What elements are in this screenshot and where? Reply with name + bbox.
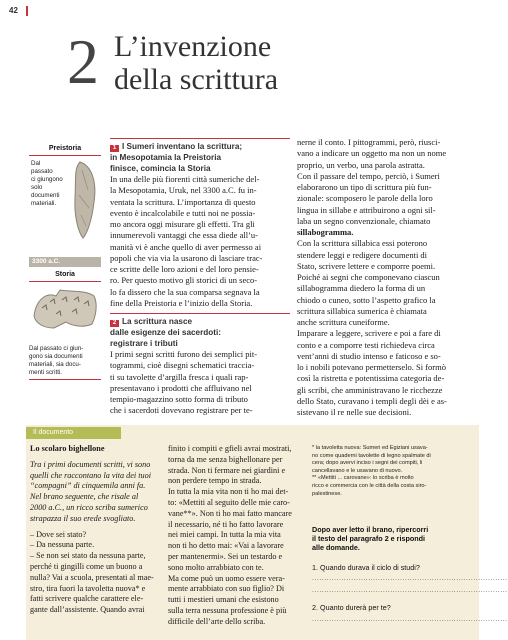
text-line: evento è incalcolabile e tutti noi ne possia- — [110, 207, 256, 218]
chapter-title-line: L’invenzione — [114, 30, 272, 63]
heading-line: finisce, comincia la Storia — [110, 164, 211, 173]
text-line: In tutta la mia vita non ti ho mai det- — [168, 487, 289, 497]
text-line: dello Stato, curavano i templi degli dèi e as- — [297, 395, 447, 406]
text-line: strada. Non ti fermare nei giardini e — [168, 465, 286, 475]
section-1-heading — [110, 141, 290, 174]
footnote-line: cancellavano e le usavano di nuovo. — [312, 467, 403, 474]
heading-text: La scrittura nasce — [122, 317, 193, 326]
text-line: gante dall’assistente. Quando avrai — [30, 605, 145, 615]
sidebar-line: solo — [31, 184, 43, 191]
heading-line: dalle esigenze dei sacerdoti: — [110, 328, 222, 337]
text-line: la Mesopotamia, Uruk, nel 3300 a.C. fu in- — [110, 185, 257, 196]
text-line: chiodo o cuneo, sotto l’aspetto grafico la — [297, 294, 436, 305]
instruction-line: il testo del paragrafo 2 e rispondi — [312, 534, 426, 543]
text-line: quelli che raccontano la vita dei tuoi — [30, 470, 151, 480]
text-line: elaborarono un tipo di scrittura più fun- — [297, 182, 432, 192]
text-line: nei miei campi. In tutta la mia vita — [168, 530, 281, 540]
heading-line — [110, 316, 290, 327]
sidebar-rule — [29, 379, 101, 380]
document-tab — [26, 427, 121, 439]
text-line: I primi segni scritti furono dei semplici pit- — [110, 349, 258, 359]
sidebar-heading-storia: Storia — [55, 271, 75, 278]
instruction-line: Dopo aver letto il brano, ripercorri — [312, 525, 429, 534]
instruction-line: alle domande. — [312, 543, 360, 552]
text-line: finito i compiti e gfieli avrai mostrati, — [168, 444, 292, 453]
text-line: il necessario, né ti ho fatto lavorare — [168, 519, 284, 529]
heading-line: in Mesopotamia la Preistoria — [110, 153, 222, 162]
text-line: popoli che via via la usarono di lasciare trac- — [110, 252, 263, 263]
text-line: mente arrabbiato con suo figlio? Di — [168, 584, 285, 594]
section-marker: 1 — [110, 145, 119, 152]
text-line: sillabogramma diedero la forma di un — [297, 283, 426, 294]
stone-tool-illustration — [70, 160, 100, 240]
text-line: Imparare a leggere, scrivere e poi a fare di — [297, 328, 441, 339]
chapter-title-line: della scrittura — [114, 63, 279, 96]
text-line: “compagni” di cinquemila anni fa. — [30, 481, 146, 491]
document-intro — [30, 460, 160, 525]
text-line: Tra i primi documenti scritti, vi sono — [30, 459, 151, 469]
text-line: nerne il conto. I pittogrammi, però, riusci- — [297, 137, 441, 147]
sidebar-line: Dal — [31, 160, 41, 167]
section-2-heading — [110, 316, 290, 349]
text-line: laba un segno convenzionale, chiamato — [297, 215, 431, 226]
text-line: tutti i mestieri umani che esistono — [168, 595, 279, 605]
text-line: tempio-magazzino sotto forma di tributo — [110, 394, 248, 404]
text-line: In una delle più fiorenti città sumeriche del- — [110, 174, 260, 184]
section-rule — [110, 313, 290, 314]
text-line: ce scritte delle loro azioni e del loro pensie- — [110, 264, 259, 274]
text-line: 2000 a.C., un ricco scriba sumerico — [30, 502, 148, 512]
text-line: stendere leggi e redigere documenti di — [297, 249, 428, 260]
text-line: perché ti gingilli come un buono a — [30, 561, 143, 571]
text-line: anche scrittura cuneiforme. — [297, 317, 390, 327]
text-line: – Dove sei stato? — [30, 529, 87, 539]
footnote-line: ** «Mettiti ... carovane»: lo scriba è molto — [312, 475, 414, 482]
document-column-2 — [168, 444, 304, 628]
sidebar-line: Dal passato ci giun- — [29, 345, 84, 352]
text-line: proprio, un verbo, una parola astratta. — [297, 159, 425, 170]
text-line: scrittura sillabica sumerica è chiamata — [297, 305, 427, 316]
text-line: non ti ho detto mai: «Vai a lavorare — [168, 541, 284, 551]
section-rule — [110, 138, 290, 139]
text-line: vent’anni di studio intenso e faticoso e so- — [297, 350, 441, 361]
heading-line — [110, 141, 290, 152]
sidebar-line: ci giungono — [31, 176, 63, 183]
section-2-body — [110, 349, 290, 417]
sidebar-rule — [29, 155, 101, 156]
timeline-bar — [29, 257, 101, 267]
text-line: sono molto arrabbiato con te. — [168, 562, 264, 572]
text-line: innumerevoli vantaggi che essa diede all’u- — [110, 230, 258, 241]
text-line: Con il passare del tempo, perciò, i Sumeri — [297, 170, 440, 181]
text-line: ventata la scrittura. L’importanza di questo — [110, 196, 256, 207]
answer-line-1b[interactable]: ................................................................................ — [312, 587, 508, 594]
answer-line-2[interactable]: ................................................................................ — [312, 616, 508, 623]
text-line: – Se non sei stato da nessuna parte, — [30, 551, 146, 561]
text-line: per mantenermi». Sei un testardo e — [168, 551, 283, 561]
text-line: stro, tira fuori la tavoletta nuova* e — [30, 583, 146, 593]
cuneiform-fragment-illustration — [32, 286, 100, 330]
heading-text: I Sumeri inventano la scrittura; — [122, 142, 243, 151]
text-line: Ma come può un uomo essere vera- — [168, 573, 285, 583]
sidebar-history-text — [29, 345, 103, 377]
text-line: ro. Per questo motivo gli storici di un seco- — [110, 275, 258, 286]
text-line: fine della Preistoria e l’inizio della Storia. — [110, 297, 253, 308]
text-line: mo ancora oggi misurare gli effetti. Tra gli — [110, 219, 255, 229]
text-line: – Da nessuna parte. — [30, 540, 95, 550]
text-line: sulla terra nessuna professione è più — [168, 605, 287, 615]
chapter-number: 2 — [67, 26, 99, 97]
sidebar-line: documenti — [31, 192, 60, 199]
text-line: così la ristretta e potentissima categoria de- — [297, 373, 445, 384]
section-1 — [110, 138, 290, 417]
sidebar-rule — [29, 281, 101, 282]
text-line: Con la scrittura sillabica essi poterono — [297, 238, 428, 249]
text-line: torna da me senza bighellonare per — [168, 454, 283, 464]
footnote-line: palestinese. — [312, 490, 342, 497]
text-line: togrammi, cioè disegni schematici traccia- — [110, 360, 255, 371]
text-line: lingua in sillabe e attribuirono a ogni sil- — [297, 204, 436, 215]
text-line: lo fa dissero che la sua comparsa segnava la — [110, 286, 260, 297]
text-line: sillabogramma. — [297, 227, 354, 237]
text-line: to: «Mettiti al seguito delle mie caro- — [168, 497, 290, 507]
text-line: conto e a comporre testi richiedeva circa — [297, 339, 435, 350]
text-line: che i sacerdoti dovevano registrare per te- — [110, 405, 253, 416]
document-title: Lo scolaro bighellone — [30, 444, 105, 453]
sidebar-line: passato — [31, 168, 53, 175]
text-line: strapazza il suo erede svogliato. — [30, 513, 136, 523]
text-line: sistevano il re nelle sue decisioni. — [297, 407, 412, 417]
question-1: 1. Quando durava il ciclo di studi? — [312, 563, 420, 572]
text-line: manità vi è anche quello di aver permesso ai — [110, 241, 262, 252]
footnote-line: no come quaderni tavolette di legno spalmate di — [312, 452, 431, 459]
footnote-line: * la tavoletta nuova: Sumeri ed Egiziani usava- — [312, 445, 428, 451]
answer-line-1[interactable]: ................................................................................ — [312, 575, 508, 582]
text-line: non perdere tempo in strada. — [168, 476, 262, 486]
text-line: Poiché ai segni che componevano ciascun — [297, 272, 440, 282]
text-line: fatti scrivere qualche carattere ele- — [30, 594, 144, 604]
chapter-title — [114, 30, 278, 96]
document-instruction — [312, 525, 472, 552]
sidebar-line: menti scritti. — [29, 369, 63, 376]
text-line: difficile dell’arte dello scriba. — [168, 616, 266, 626]
heading-line: registrare i tributi — [110, 339, 178, 348]
sidebar-line: materiali. — [31, 200, 57, 207]
page-number-divider — [26, 6, 28, 16]
text-line: Stato, scrivere lettere e comporre poemi. — [297, 260, 436, 271]
text-line: vane**». Non ti ho mai fatto mancare — [168, 508, 292, 518]
footnote-line: cera; dopo avervi inciso i segni dei compiti, li — [312, 460, 423, 467]
document-column-1 — [30, 444, 160, 616]
document-tab-label: Il documento — [33, 429, 74, 436]
document-dialogue — [30, 530, 160, 616]
timeline-date: 3300 a.C. — [32, 258, 61, 265]
text-line: vano a indicare un oggetto ma non un nome — [297, 148, 447, 159]
text-line: lo i nobili potevano permetterselo. Si formò — [297, 362, 446, 372]
sidebar-heading-preistoria: Preistoria — [48, 145, 82, 152]
section-marker: 2 — [110, 320, 119, 327]
column-3-text — [297, 137, 471, 418]
footnote-line: ricco e commercia con le città della costa siro- — [312, 482, 427, 489]
text-line: Nel brano seguente, che risale al — [30, 492, 139, 502]
page-number: 42 — [9, 6, 18, 15]
section-1-body — [110, 174, 290, 309]
text-line: ti su tavolette d’argilla fresca i quali rap- — [110, 371, 249, 382]
sidebar-line: gono sia documenti — [29, 353, 83, 360]
text-line: presentavano i prodotti che affluivano nel — [110, 382, 252, 393]
text-line: nulla? Vai a scuola, presentati al mae- — [30, 572, 154, 582]
question-2: 2. Quanto durerà per te? — [312, 603, 391, 612]
text-line: zionale: scomposero le parole della loro — [297, 193, 433, 204]
text-line: gli scribi, che amministravano le ricchezze — [297, 384, 443, 395]
document-footnotes — [312, 445, 472, 498]
sidebar-line: materiali, sia docu- — [29, 361, 81, 368]
